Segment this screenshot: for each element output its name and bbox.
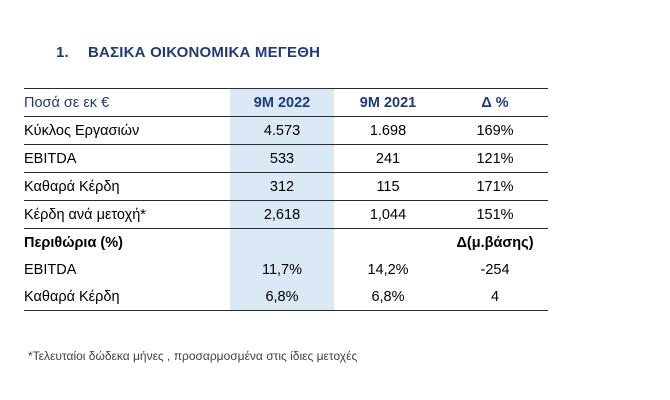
table-row <box>24 117 548 145</box>
value-delta: -254 <box>480 261 510 278</box>
table-row <box>24 173 548 201</box>
value-9m-2022: 11,7% <box>230 256 334 283</box>
value-9m-2022: 6,8% <box>230 283 334 311</box>
value-delta: 151% <box>442 201 548 229</box>
margins-label: Περιθώρια (%) <box>24 234 123 251</box>
table-row <box>24 256 548 283</box>
table-row <box>24 145 548 173</box>
value-delta: 171% <box>442 173 548 201</box>
table-row <box>24 201 548 229</box>
table-row <box>24 283 548 311</box>
header-9m-2022: 9M 2022 <box>230 89 334 117</box>
margins-subheader-row <box>24 229 548 257</box>
section-title: ΒΑΣΙΚΑ ΟΙΚΟΝΟΜΙΚΑ ΜΕΓΕΘΗ <box>88 44 321 61</box>
header-amounts-label: Ποσά σε εκ € <box>24 89 230 117</box>
row-label: EBITDA <box>24 261 77 278</box>
table-header-row <box>24 89 548 117</box>
financial-figures-table <box>24 88 548 311</box>
section-heading <box>56 44 320 61</box>
header-delta-percent: Δ % <box>442 89 548 117</box>
margins-empty-cell <box>334 229 442 257</box>
header-9m-2021: 9M 2021 <box>334 89 442 117</box>
row-label: Κέρδη ανά μετοχή* <box>24 201 230 229</box>
margins-empty-cell <box>230 229 334 257</box>
value-delta: 169% <box>442 117 548 145</box>
value-9m-2021: 1.698 <box>334 117 442 145</box>
value-9m-2022: 533 <box>230 145 334 173</box>
value-9m-2022: 2,618 <box>230 201 334 229</box>
value-9m-2021: 14,2% <box>367 261 409 278</box>
section-number: 1. <box>56 44 69 61</box>
row-label: Καθαρά Κέρδη <box>24 173 230 201</box>
value-9m-2022: 4.573 <box>230 117 334 145</box>
basis-points-label: Δ(μ.βάσης) <box>456 234 534 251</box>
footnote: *Τελευταίοι δώδεκα μήνες , προσαρμοσμένα στις ίδιες μετοχές <box>28 349 358 363</box>
value-9m-2021: 1,044 <box>334 201 442 229</box>
value-9m-2021: 115 <box>334 173 442 201</box>
value-9m-2021: 6,8% <box>334 283 442 311</box>
value-delta: 4 <box>442 283 548 311</box>
row-label: EBITDA <box>24 145 230 173</box>
row-label: Κύκλος Εργασιών <box>24 117 230 145</box>
row-label: Καθαρά Κέρδη <box>24 283 230 311</box>
value-delta: 121% <box>442 145 548 173</box>
value-9m-2022: 312 <box>230 173 334 201</box>
value-9m-2021: 241 <box>334 145 442 173</box>
